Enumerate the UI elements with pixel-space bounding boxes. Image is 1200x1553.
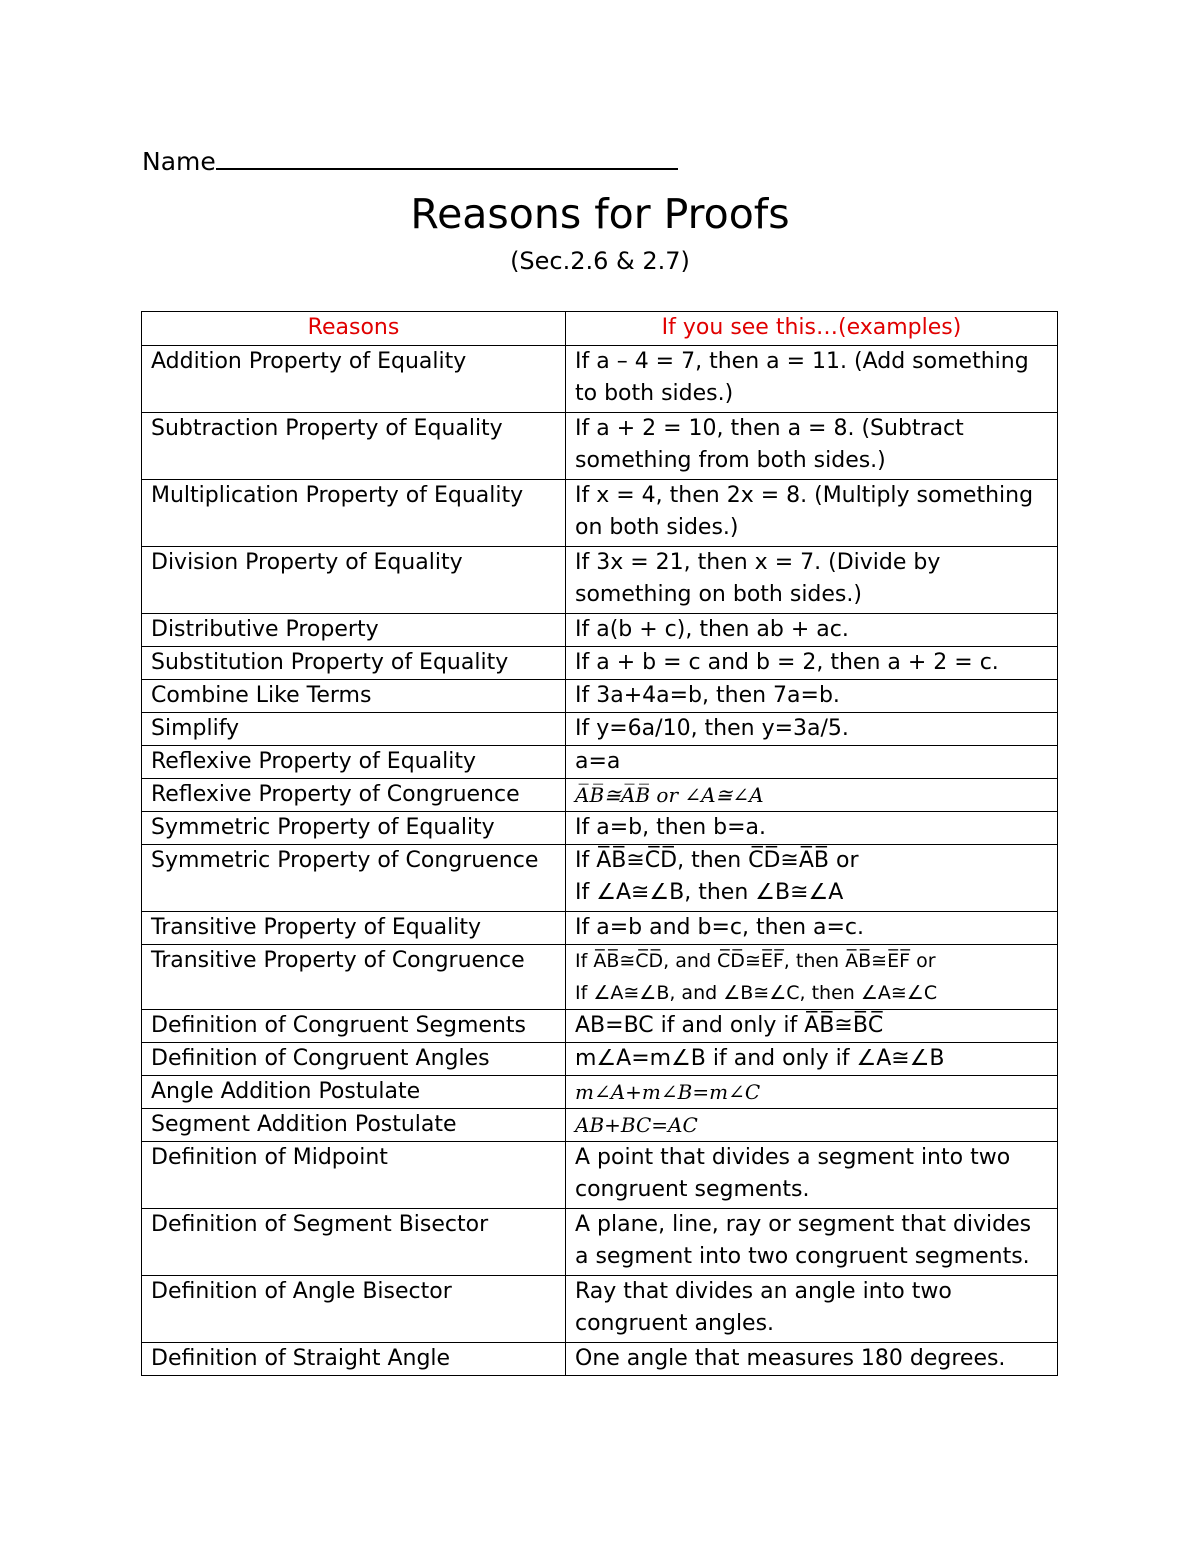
table-row: [142, 547, 1058, 614]
table-row: [142, 1109, 1058, 1142]
example-line: If ∠A≅∠B, and ∠B≅∠C, then ∠A≅∠C: [575, 982, 938, 1004]
example-cell: If x = 4, then 2x = 8. (Multiply something on both sides.): [566, 480, 1058, 547]
table-row: [142, 1209, 1058, 1276]
reason-cell: Multiplication Property of Equality: [142, 480, 566, 547]
reason-cell: Reflexive Property of Equality: [142, 746, 566, 779]
reason-cell: Definition of Straight Angle: [142, 1343, 566, 1376]
table-row: [142, 480, 1058, 547]
reason-cell: Definition of Congruent Angles: [142, 1043, 566, 1076]
example-cell: A point that divides a segment into two congruent segments.: [566, 1142, 1058, 1209]
example-cell: If a + 2 = 10, then a = 8. (Subtract something from both sides.): [566, 413, 1058, 480]
reason-cell: Division Property of Equality: [142, 547, 566, 614]
reason-cell: Substitution Property of Equality: [142, 647, 566, 680]
reason-cell: Symmetric Property of Congruence: [142, 845, 566, 912]
table-row: [142, 845, 1058, 912]
example-cell: a=a: [566, 746, 1058, 779]
example-cell: One angle that measures 180 degrees.: [566, 1343, 1058, 1376]
table-row: [142, 1010, 1058, 1043]
example-cell: If a + b = c and b = 2, then a + 2 = c.: [566, 647, 1058, 680]
table-row: [142, 713, 1058, 746]
reason-cell: Combine Like Terms: [142, 680, 566, 713]
table-row: [142, 647, 1058, 680]
reasons-table: [141, 311, 1058, 1376]
reason-cell: Segment Addition Postulate: [142, 1109, 566, 1142]
reason-cell: Angle Addition Postulate: [142, 1076, 566, 1109]
reason-cell: Distributive Property: [142, 614, 566, 647]
table-row: [142, 812, 1058, 845]
page-title: Reasons for Proofs: [410, 190, 790, 238]
example-cell: If a(b + c), then ab + ac.: [566, 614, 1058, 647]
example-cell: A plane, line, ray or segment that divides a segment into two congruent segments.: [566, 1209, 1058, 1276]
column-header-examples: If you see this…(examples): [566, 312, 1058, 346]
table-row: [142, 1076, 1058, 1109]
table-row: [142, 680, 1058, 713]
name-field: [142, 146, 678, 176]
example-cell: If 3x = 21, then x = 7. (Divide by something on both sides.): [566, 547, 1058, 614]
example-cell: AB+BC=AC: [566, 1109, 1058, 1142]
table-row: [142, 346, 1058, 413]
example-cell: AB=BC if and only if A̅B̅≅B̅C̅: [566, 1010, 1058, 1043]
example-cell: m∠A=m∠B if and only if ∠A≅∠B: [566, 1043, 1058, 1076]
table-row: [142, 1276, 1058, 1343]
example-cell: If a=b, then b=a.: [566, 812, 1058, 845]
example-line: If A̅B̅≅C̅D̅, then C̅D̅≅A̅B̅ or: [575, 848, 859, 873]
table-row: [142, 413, 1058, 480]
name-blank-line[interactable]: [216, 146, 678, 170]
table-row: [142, 746, 1058, 779]
table-row: [142, 614, 1058, 647]
example-cell: If 3a+4a=b, then 7a=b.: [566, 680, 1058, 713]
example-cell: If y=6a/10, then y=3a/5.: [566, 713, 1058, 746]
table-row: [142, 1343, 1058, 1376]
example-cell: [566, 945, 1058, 1010]
reason-cell: Reflexive Property of Congruence: [142, 779, 566, 812]
column-header-reasons: Reasons: [142, 312, 566, 346]
reason-cell: Symmetric Property of Equality: [142, 812, 566, 845]
reason-cell: Transitive Property of Equality: [142, 912, 566, 945]
reason-cell: Transitive Property of Congruence: [142, 945, 566, 1010]
reason-cell: Definition of Congruent Segments: [142, 1010, 566, 1043]
name-label: Name: [142, 147, 216, 176]
page-subtitle: (Sec.2.6 & 2.7): [510, 247, 690, 275]
example-cell: If a – 4 = 7, then a = 11. (Add something to both sides.): [566, 346, 1058, 413]
reason-cell: Definition of Angle Bisector: [142, 1276, 566, 1343]
table-row: [142, 1142, 1058, 1209]
reason-cell: Definition of Midpoint: [142, 1142, 566, 1209]
reason-cell: Definition of Segment Bisector: [142, 1209, 566, 1276]
example-cell: Ray that divides an angle into two congruent angles.: [566, 1276, 1058, 1343]
example-line: If A̅B̅≅C̅D̅, and C̅D̅≅E̅F̅, then A̅B̅≅E̅F̅ or: [575, 950, 936, 972]
example-cell: If a=b and b=c, then a=c.: [566, 912, 1058, 945]
example-line: If ∠A≅∠B, then ∠B≅∠A: [575, 880, 844, 905]
example-cell: [566, 845, 1058, 912]
table-row: [142, 1043, 1058, 1076]
table-row: [142, 912, 1058, 945]
table-header-row: [142, 312, 1058, 346]
reason-cell: Simplify: [142, 713, 566, 746]
reason-cell: Subtraction Property of Equality: [142, 413, 566, 480]
table-row: [142, 779, 1058, 812]
reason-cell: Addition Property of Equality: [142, 346, 566, 413]
table-row: [142, 945, 1058, 1010]
example-cell: A̅B̅≅A̅B̅ or ∠A≅∠A: [566, 779, 1058, 812]
example-cell: m∠A+m∠B=m∠C: [566, 1076, 1058, 1109]
